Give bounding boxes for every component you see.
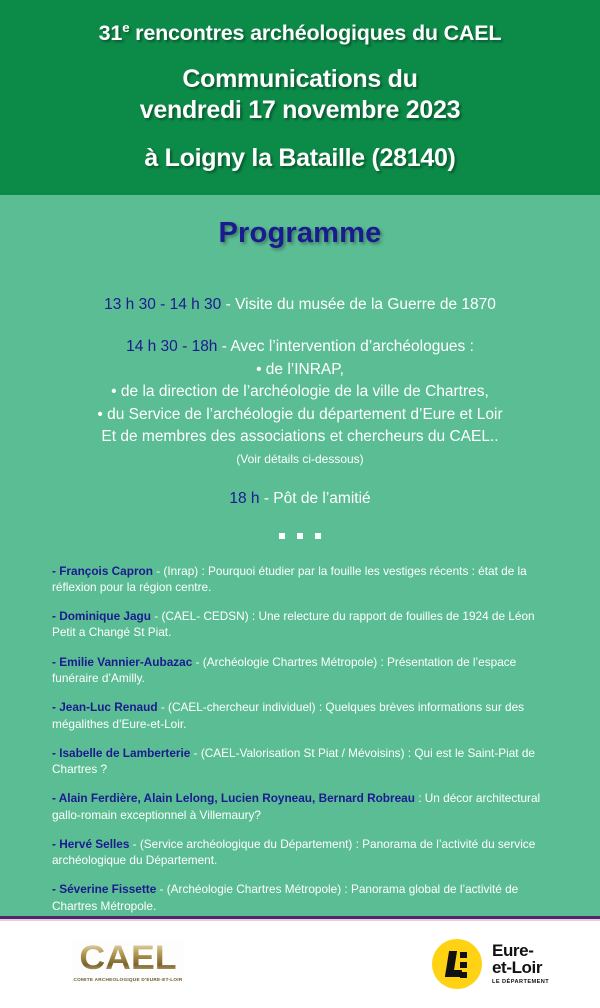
- eure-logo-letter-l: [445, 951, 457, 977]
- speaker-name: - Hervé Selles: [52, 836, 130, 851]
- speaker-description: - (CAEL-Valorisation St Piat / Mévoisins) : Qui est le Saint-Piat de Chartres ?: [52, 745, 535, 777]
- cael-logo-subtitle: COMITE ARCHEOLOGIQUE D'EURE-ET-LOIR: [73, 977, 183, 982]
- event-edition-title: [20, 20, 580, 46]
- event-location: à Loigny la Bataille (28140): [144, 144, 456, 173]
- dot-square-2: [297, 533, 303, 539]
- eure-logo-dot-2: [460, 962, 467, 968]
- speakers-list: [0, 563, 600, 914]
- eure-logo-name-line1: Eure-: [492, 941, 534, 961]
- poster-footer: [0, 921, 600, 1008]
- speaker-item: [52, 745, 548, 778]
- speaker-description: - (CAEL- CEDSN) : Une relecture du rapport de fouilles de 1924 de Léon Petit a Changé St Piat.: [52, 609, 535, 640]
- speaker-item: [52, 790, 548, 823]
- speaker-description: - (Archéologie Chartres Métropole) : Présentation de l’espace funéraire d’Amilly.: [52, 654, 517, 685]
- schedule-bullet-4: Et de membres des associations et chercheurs du CAEL..: [101, 428, 499, 446]
- schedule-separator-2: -: [217, 338, 231, 356]
- speaker-description: : Un décor architectural gallo-romain exceptionnel à Villemaury?: [52, 791, 541, 822]
- schedule-note: (Voir détails ci-dessous): [236, 451, 364, 466]
- edition-ordinal-suffix: e: [122, 19, 130, 35]
- speaker-description: - (Archéologie Chartres Métropole) : Panorama global de l’activité de Chartres Métropole.: [52, 882, 519, 913]
- schedule-time-3: 18 h: [229, 490, 260, 508]
- speaker-name: - Isabelle de Lamberterie: [52, 745, 191, 760]
- edition-number: 31: [98, 21, 123, 45]
- edition-title-rest: rencontres archéologiques du CAEL: [129, 21, 502, 45]
- eure-logo-name-line2: et-Loir: [492, 958, 543, 978]
- cael-logo: [72, 941, 184, 982]
- speaker-name: - Dominique Jagu: [52, 609, 151, 624]
- schedule-separator-3: -: [259, 490, 274, 508]
- eure-et-loir-logo: [432, 939, 549, 989]
- eure-logo-dot-3: [460, 972, 467, 978]
- schedule-entry-3: [0, 488, 600, 510]
- schedule-entry-2-headline: [0, 336, 600, 358]
- speaker-description: - (CAEL-chercheur individuel) : Quelques brèves informations sur des mégalithes d’Eure-et-Loir.: [52, 700, 525, 731]
- schedule-separator-1: -: [221, 296, 236, 313]
- programme-heading: Programme: [218, 217, 382, 249]
- schedule-bullet-2: • de la direction de l’archéologie de la ville de Chartres,: [111, 383, 489, 401]
- speaker-item: [52, 654, 548, 687]
- cael-logo-wordmark: CAEL: [69, 941, 187, 975]
- dots-separator: [0, 533, 600, 539]
- schedule-list: [0, 294, 600, 511]
- eure-logo-dots: [460, 952, 467, 982]
- schedule-description-3: Pôt de l’amitié: [273, 490, 371, 508]
- eure-logo-mark-icon: [432, 939, 482, 989]
- speaker-name: - Séverine Fissette: [52, 882, 157, 897]
- speaker-item: [52, 608, 548, 641]
- speaker-item: [52, 699, 548, 732]
- speaker-item: [52, 563, 548, 596]
- schedule-entry-1: [0, 294, 600, 316]
- speaker-item: [52, 836, 548, 869]
- dot-square-1: [279, 533, 285, 539]
- speaker-name: - Alain Ferdière, Alain Lelong, Lucien Royneau, Bernard Robreau: [52, 791, 415, 806]
- poster-body: [0, 195, 600, 916]
- dot-square-3: [315, 533, 321, 539]
- event-subtitle: [20, 64, 580, 125]
- schedule-time-2: 14 h 30 - 18h: [126, 338, 218, 356]
- poster-header: [0, 0, 600, 195]
- schedule-description-1: Visite du musée de la Guerre de 1870: [235, 296, 496, 313]
- schedule-bullet-3: • du Service de l’archéologie du département d’Eure et Loir: [97, 405, 503, 423]
- eure-logo-tagline: LE DÉPARTEMENT: [492, 979, 550, 986]
- speaker-description: - (Service archéologique du Département) : Panorama de l’activité du service archéologique du Département.: [52, 836, 536, 868]
- speaker-description: - (Inrap) : Pourquoi étudier par la fouille les vestiges récents : état de la réflexion pour la région centre.: [52, 563, 527, 594]
- speaker-item: [52, 881, 548, 914]
- speaker-name: - Jean-Luc Renaud: [52, 700, 158, 715]
- schedule-time-1: 13 h 30 - 14 h 30: [104, 296, 222, 313]
- event-subtitle-line2: vendredi 17 novembre 2023: [139, 95, 461, 124]
- schedule-bullet-1: • de l’INRAP,: [256, 360, 344, 378]
- speaker-name: - François Capron: [52, 563, 153, 578]
- schedule-description-2: Avec l’intervention d’archéologues :: [230, 338, 474, 356]
- schedule-entry-2: [0, 336, 600, 468]
- eure-logo-text: [492, 942, 549, 986]
- event-subtitle-line1: Communications du: [182, 65, 418, 94]
- speaker-name: - Emilie Vannier-Aubazac: [52, 654, 193, 669]
- eure-logo-dot-1: [460, 952, 467, 958]
